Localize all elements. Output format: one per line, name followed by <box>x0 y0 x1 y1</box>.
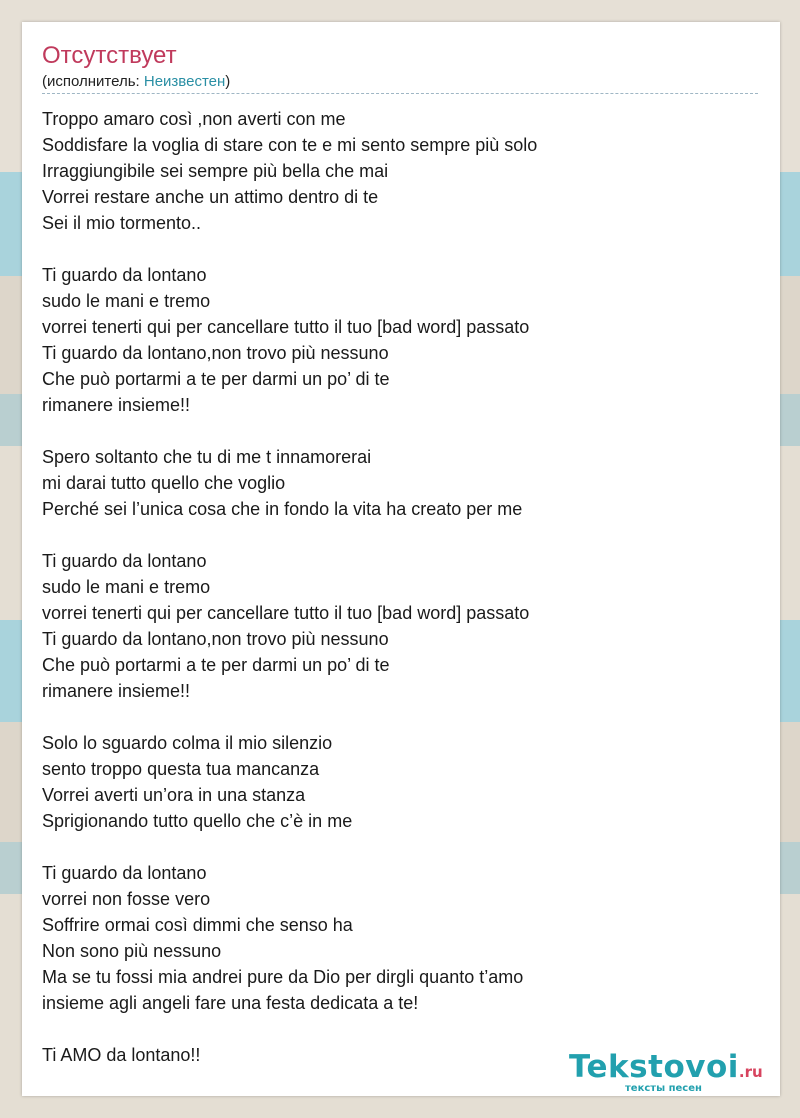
stanza-gap <box>42 418 758 444</box>
stanza-gap <box>42 522 758 548</box>
stanza-gap <box>42 834 758 860</box>
lyric-line: sudo le mani e tremo <box>42 291 211 311</box>
lyric-line: vorrei tenerti qui per cancellare tutto il tuo [bad word] passato <box>42 317 530 337</box>
lyric-line: rimanere insieme!! <box>42 681 191 701</box>
lyric-line: Sei il mio tormento.. <box>42 213 202 233</box>
lyric-line: sudo le mani e tremo <box>42 577 211 597</box>
lyric-line: Che può portarmi a te per darmi un po’ di te <box>42 655 390 675</box>
lyric-line: Irraggiungibile sei sempre più bella che mai <box>42 161 389 181</box>
lyric-line: Vorrei averti un’ora in una stanza <box>42 785 306 805</box>
lyric-line: Soddisfare la voglia di stare con te e mi sento sempre più solo <box>42 135 538 155</box>
lyric-line: Ti guardo da lontano <box>42 863 207 883</box>
lyric-line: mi darai tutto quello che voglio <box>42 473 286 493</box>
lyrics-sheet <box>22 22 780 1096</box>
lyric-line: vorrei tenerti qui per cancellare tutto il tuo [bad word] passato <box>42 603 530 623</box>
lyric-line: Ti guardo da lontano,non trovo più nessuno <box>42 629 389 649</box>
stanza-gap <box>42 704 758 730</box>
lyric-line: Vorrei restare anche un attimo dentro di te <box>42 187 379 207</box>
lyric-line: Sprigionando tutto quello che c’è in me <box>42 811 353 831</box>
lyric-line: Troppo amaro così ,non averti con me <box>42 109 346 129</box>
lyric-line: Non sono più nessuno <box>42 941 222 961</box>
lyric-line: insieme agli angeli fare una festa dedicata a te! <box>42 993 419 1013</box>
lyric-line: Soffrire ormai così dimmi che senso ha <box>42 915 353 935</box>
lyric-line: sento troppo questa tua mancanza <box>42 759 320 779</box>
lyrics-body <box>42 106 758 1068</box>
song-title: Отсутствует <box>42 42 177 69</box>
lyric-line: Che può portarmi a te per darmi un po’ di te <box>42 369 390 389</box>
lyric-line: vorrei non fosse vero <box>42 889 211 909</box>
artist-suffix: ) <box>225 73 231 90</box>
lyric-line: Perché sei l’unica cosa che in fondo la vita ha creato per me <box>42 499 523 519</box>
stanza-gap <box>42 236 758 262</box>
artist-line <box>42 73 230 91</box>
dashed-divider <box>42 93 758 94</box>
stanza-gap <box>42 1016 758 1042</box>
lyric-line: Ti guardo da lontano <box>42 265 207 285</box>
logo-tagline: тексты песен <box>625 1083 702 1094</box>
lyric-line: rimanere insieme!! <box>42 395 191 415</box>
lyric-line: Solo lo sguardo colma il mio silenzio <box>42 733 333 753</box>
site-logo[interactable] <box>569 1049 763 1094</box>
lyric-line: Spero soltanto che tu di me t innamorerai <box>42 447 372 467</box>
lyric-line: Ti AMO da lontano!! <box>42 1045 201 1065</box>
lyric-line: Ti guardo da lontano,non trovo più nessuno <box>42 343 389 363</box>
lyric-line: Ti guardo da lontano <box>42 551 207 571</box>
artist-prefix: (исполнитель: <box>42 73 144 90</box>
lyric-line: Ma se tu fossi mia andrei pure da Dio per dirgli quanto t’amo <box>42 967 524 987</box>
logo-text: Tekstovoi <box>569 1049 739 1085</box>
logo-tld: .ru <box>738 1063 763 1081</box>
artist-link[interactable]: Неизвестен <box>143 73 226 90</box>
